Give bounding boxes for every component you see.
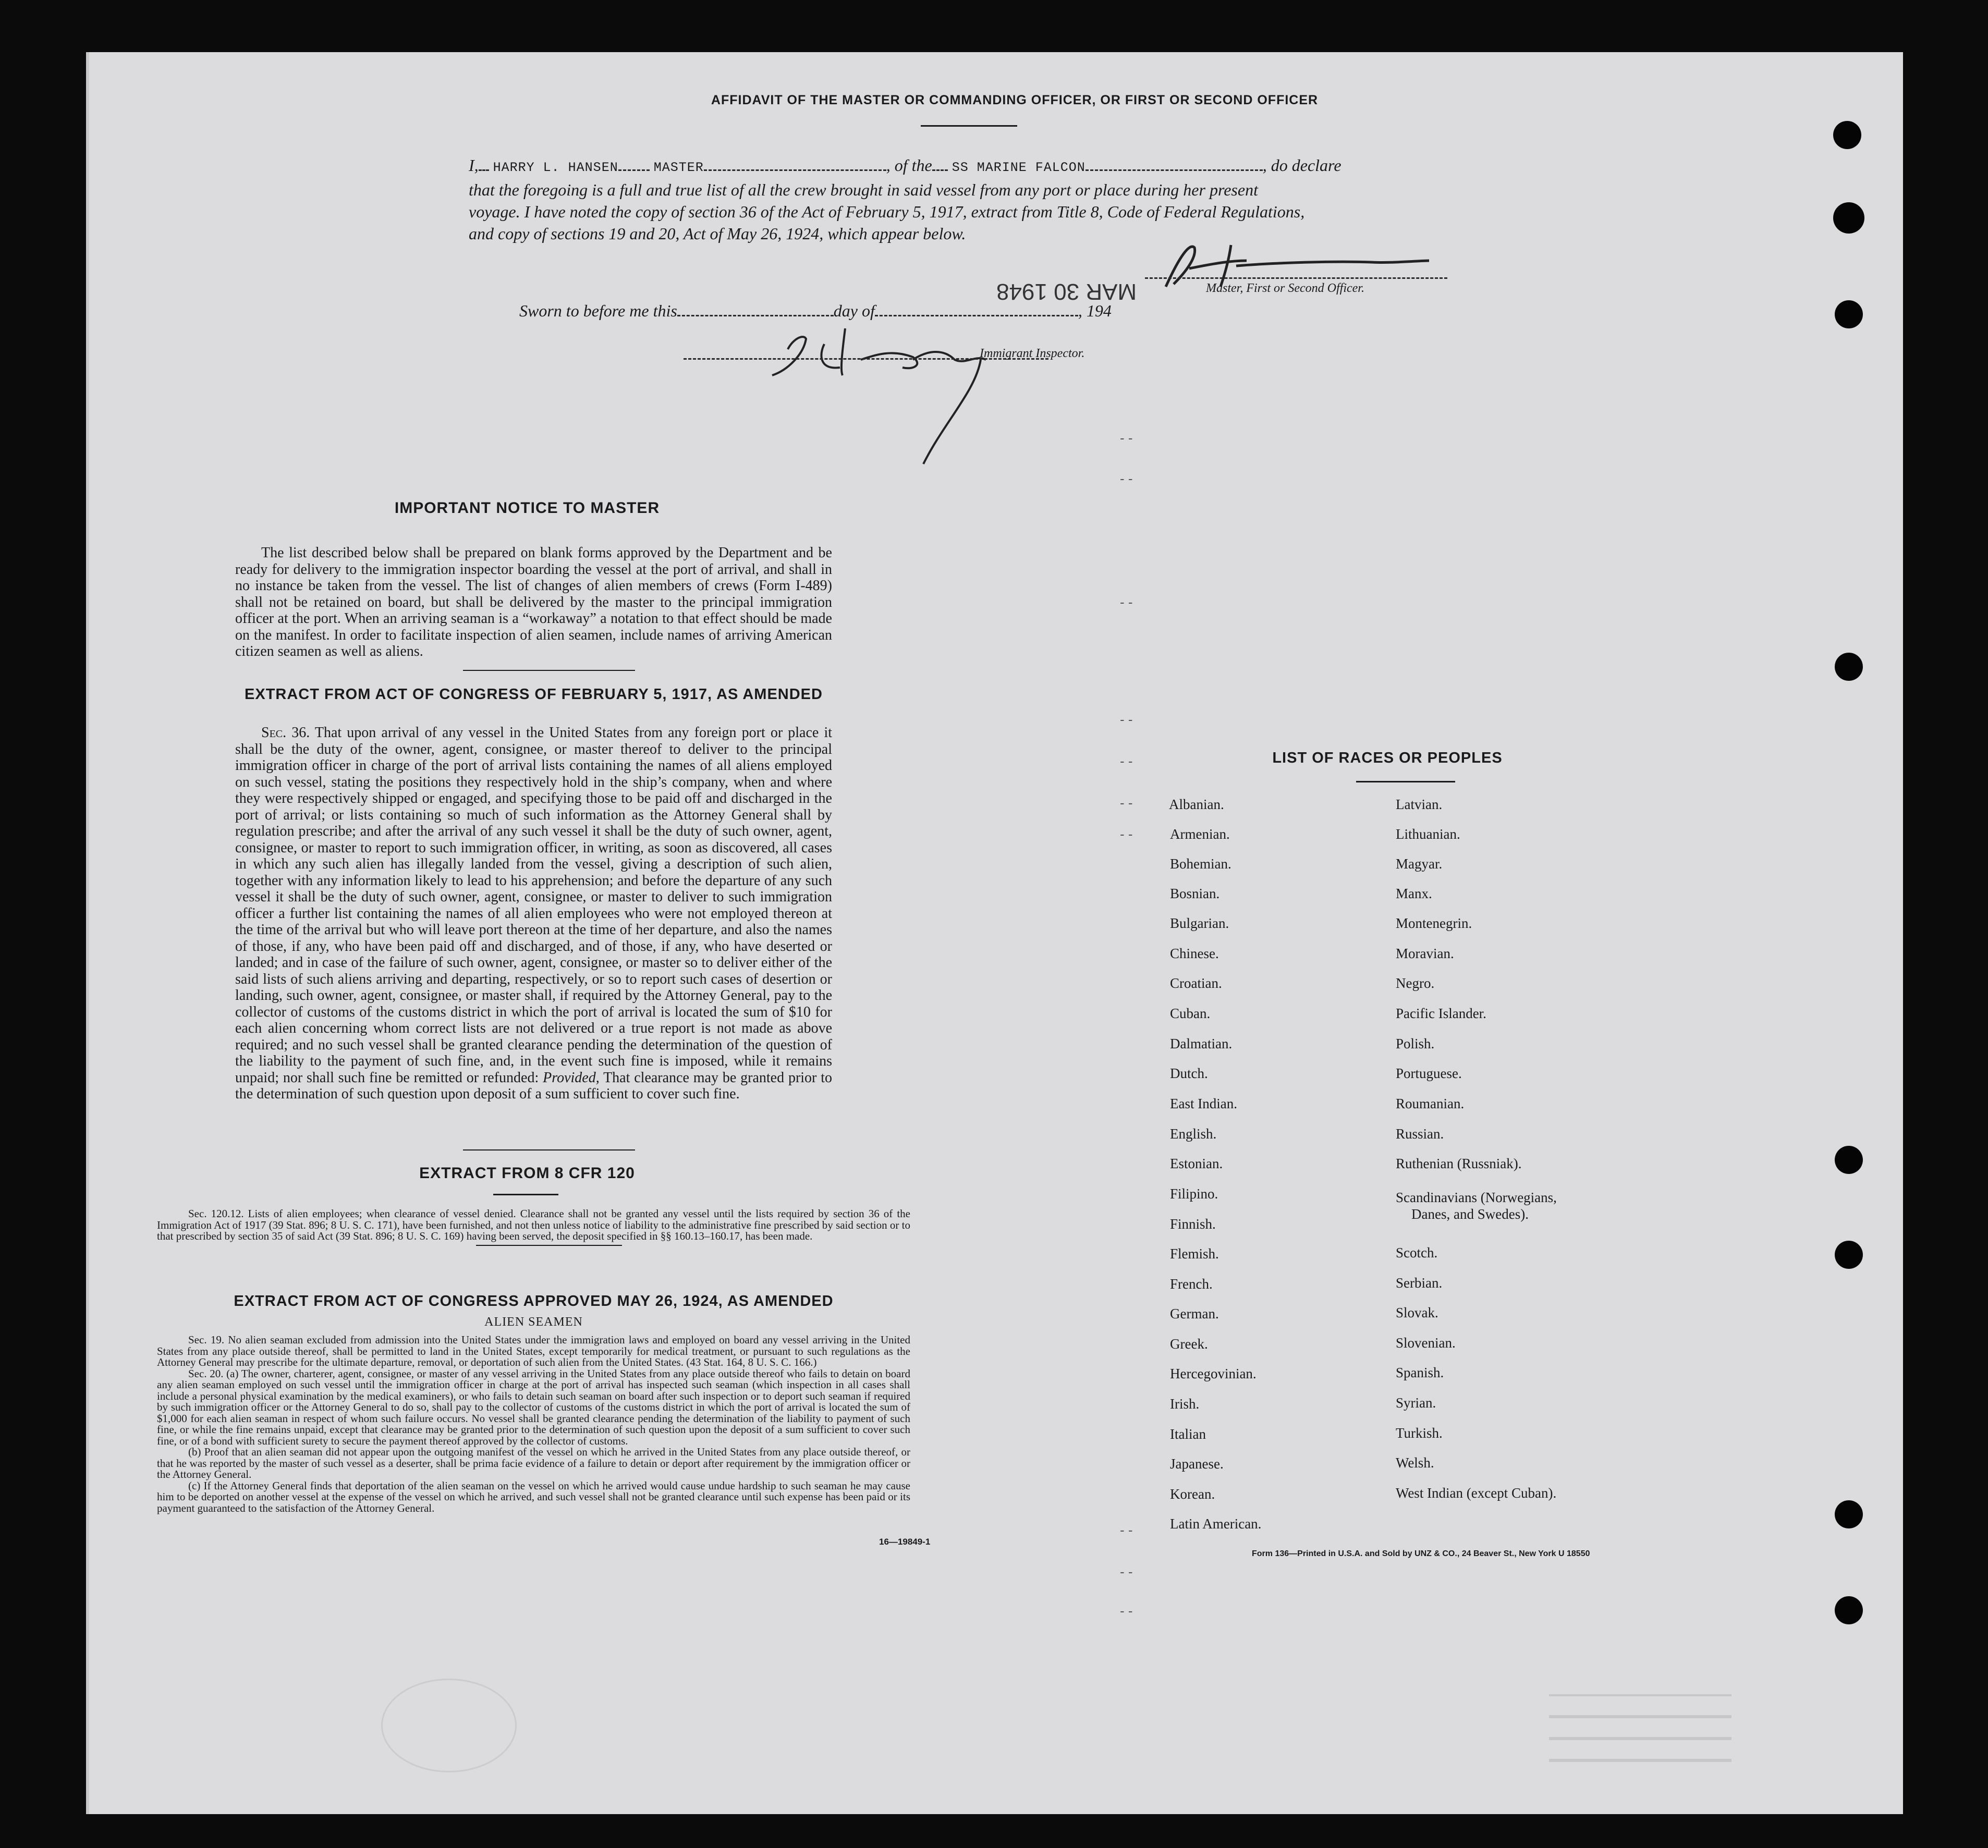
- extract-1924-text: [157, 1335, 910, 1514]
- punch-hole: [1835, 1146, 1863, 1174]
- race-item: Scotch.: [1396, 1245, 1438, 1260]
- print-code: 16—19849-1: [879, 1537, 931, 1547]
- sec-19-text: Sec. 19. No alien seaman excluded from admission into the United States under the immigration laws and employed on board any vessel arriving in the United States from any place outside thereof, shall be permitted to land in the United States, except temporarily for medical treatment, or pursuant to such regulations as the Attorney General may prescribe for the ultimate departure, removal, or deportation of such alien from the United States. (43 Stat. 164, 8 U. S. C. 166.): [157, 1333, 910, 1368]
- alien-seamen-subtitle: ALIEN SEAMEN: [484, 1315, 583, 1329]
- extract-1924-title: EXTRACT FROM ACT OF CONGRESS APPROVED MAY 26, 1924, AS AMENDED: [234, 1293, 834, 1309]
- race-item: Polish.: [1396, 1036, 1435, 1051]
- race-item: Italian: [1170, 1426, 1206, 1442]
- sec-36-text-b: That clearance may be granted prior to the determination of such question upon deposit of a sum sufficient to cover such fine.: [235, 1069, 833, 1102]
- extract-1917-text: [235, 725, 832, 1103]
- sworn-label: Sworn to before me this: [519, 301, 677, 320]
- race-item: Syrian.: [1396, 1395, 1436, 1411]
- race-item: French.: [1170, 1276, 1213, 1292]
- blank-line: [677, 313, 834, 316]
- race-item: Estonian.: [1170, 1156, 1223, 1171]
- race-item: Scandinavians (Norwegians,: [1396, 1190, 1557, 1205]
- officer-rank: MASTER: [653, 160, 704, 175]
- cfr-title: EXTRACT FROM 8 CFR 120: [419, 1165, 635, 1182]
- race-item: Japanese.: [1170, 1456, 1224, 1472]
- year-label: , 194: [1078, 301, 1112, 320]
- punch-hole: [1835, 300, 1863, 328]
- punch-hole: [1835, 1596, 1863, 1624]
- blank-line: [875, 313, 1078, 316]
- punch-hole: [1833, 202, 1864, 234]
- race-item: Ruthenian (Russniak).: [1396, 1156, 1522, 1171]
- sec-36-text-a: That upon arrival of any vessel in the United States from any foreign port or place it shall be the duty of the owner, agent, consignee, or master thereof to deliver to the principal immigration officer in charge of the port of arrival lists containing the names of all aliens employed on such vessel, stating the positions they respectively hold in the ship’s company, when and where they were respectively shipped or engaged, and specifying those to be paid off and discharged in the port of arrival; or lists containing so much of such information as the Attorney General shall by regulation prescribe; and after the arrival of any such vessel it shall be the duty of such owner, agent, consignee, or master to report to such immigration officer, in writing, as soon as discovered, all cases in which any such alien has illegally landed from the vessel, giving a description of such alien, together with any information likely to lead to his apprehension; and before the departure of any such vessel it shall be the duty of such owner, agent, consignee, or master to deliver to such immigration officer a further list containing the names of all alien employees who were not employed thereon at the time of the arrival but who will leave port thereon at the time of her departure, and also the names of those, if any, who have been paid off and discharged, and of those, if any, who have deserted or landed; and in case of the failure of such owner, agent, consignee, or master so to deliver either of the said lists of such aliens arriving and departing, respectively, or so to report such cases of desertion or landing, such owner, agent, consignee, or master shall, if required by the Attorney General, pay to the collector of customs of the customs district in which the port of arrival is located the sum of $10 for each alien concerning whom correct lists are not delivered or a true report is not made as above required; and no such vessel shall be granted clearance pending the determination of the question of the liability to the payment of such fine, and, in the event such fine is imposed, while it remains unpaid; nor shall such fine be remitted or refunded:: [235, 725, 832, 1086]
- divider: [463, 670, 635, 671]
- race-item: Dalmatian.: [1170, 1036, 1233, 1051]
- race-item: Manx.: [1396, 886, 1432, 901]
- race-item: Danes, and Swedes).: [1411, 1206, 1529, 1222]
- race-item: Bohemian.: [1170, 856, 1231, 872]
- punch-hole: [1835, 1241, 1863, 1269]
- race-item: Roumanian.: [1396, 1096, 1465, 1111]
- punch-hole: [1835, 1500, 1863, 1528]
- race-item: Lithuanian.: [1396, 826, 1460, 842]
- race-item: Moravian.: [1396, 946, 1454, 961]
- race-item: Flemish.: [1170, 1246, 1219, 1262]
- race-item: Hercegovinian.: [1170, 1366, 1257, 1381]
- extract-1917-title: EXTRACT FROM ACT OF CONGRESS OF FEBRUARY 5, 1917, AS AMENDED: [245, 686, 823, 703]
- affidavit-declaration: [469, 154, 1559, 244]
- race-item: Spanish.: [1396, 1365, 1444, 1380]
- pronoun: I,: [469, 156, 479, 175]
- blank-line: [704, 168, 886, 171]
- race-item: Welsh.: [1396, 1455, 1434, 1471]
- blank-line: [1086, 168, 1263, 171]
- race-item: West Indian (except Cuban).: [1396, 1485, 1557, 1501]
- race-item: Montenegrin.: [1396, 915, 1472, 931]
- affidavit-line2: that the foregoing is a full and true list of all the crew brought in said vessel from any port or place during her present: [469, 180, 1258, 199]
- divider: [921, 125, 1017, 127]
- officer-name: HARRY L. HANSEN: [493, 160, 618, 175]
- blank-line: [618, 168, 650, 171]
- date-stamp-text: MAR 30 1948: [996, 279, 1137, 304]
- master-caption: Master, First or Second Officer.: [1206, 282, 1364, 295]
- race-item: Russian.: [1396, 1126, 1444, 1142]
- vessel-name: SS MARINE FALCON: [952, 160, 1086, 175]
- race-item: Slovak.: [1396, 1305, 1438, 1320]
- race-item: Turkish.: [1396, 1425, 1443, 1441]
- form-note: Form 136—Printed in U.S.A. and Sold by UNZ & CO., 24 Beaver St., New York U 18550: [1252, 1549, 1590, 1558]
- divider: [476, 1245, 622, 1246]
- divider: [493, 1194, 558, 1195]
- sec-20b-text: (b) Proof that an alien seaman did not appear upon the outgoing manifest of the vessel on which he arrived in the United States from any place outside thereof, or that he was reported by the master of such vessel as a deserter, shall be prima facie evidence of a failure to detain or deport after requirement by the immigration officer or the Attorney General.: [157, 1446, 910, 1480]
- race-item: German.: [1170, 1306, 1219, 1321]
- race-item: Bosnian.: [1170, 886, 1220, 901]
- sec-20a-text: Sec. 20. (a) The owner, charterer, agent, consignee, or master of any vessel arriving in the United States from any place outside thereof who fails to detain on board any alien seaman employed on such vessel until the immigration officer in charge at the port of arrival has inspected such seaman (which inspection in all cases shall include a personal physical examination by the medical examiners), or who fails to detain such seaman on board after such inspection or to deport such seaman if required by such immigration officer or the Attorney General to do so, shall pay to the collector of customs of the customs district in which the port of arrival is located the sum of $1,000 for each alien seaman in respect of whom such failure occurs. No vessel shall be granted clearance pending the determination of the liability to payment of such fine, or while the fine remains unpaid, except that clearance may be granted prior to the determination of such question upon the deposit of a sum sufficient to cover such fine, or of a bond with sufficient surety to secure the payment thereof approved by the collector of customs.: [157, 1367, 910, 1447]
- race-item: Dutch.: [1170, 1066, 1208, 1081]
- race-item: Filipino.: [1170, 1186, 1218, 1202]
- race-item: Irish.: [1170, 1396, 1200, 1412]
- sec-20c-text: (c) If the Attorney General finds that deportation of the alien seaman on the vessel on which he arrived would cause undue hardship to such seaman he may cause him to be deported on another vessel at the expense of the vessel on which he arrived, and such vessel shall not be granted clearance until such expense has been paid or its payment guaranteed to the satisfaction of the Attorney General.: [157, 1479, 910, 1514]
- divider: [463, 1149, 635, 1151]
- divider: [1356, 781, 1455, 782]
- affidavit-line1: [469, 154, 1559, 179]
- races-title: LIST OF RACES OR PEOPLES: [1272, 750, 1503, 766]
- document-page: AFFIDAVIT OF THE MASTER OR COMMANDING OFFICER, OR FIRST OR SECOND OFFICER I, HARRY L. HANSEN MASTER , of the SS MARINE FALCON , do declare that the foregoing is a full and true list of all the crew brought in said vessel from any port or place during her present voyage. I have noted the copy of section 36 of the Act of February 5, 1917, extract from Title 8, Code of Federal Regulations, and copy of sections 19 and 20, Act of May 26, 1924, which appear below. Master, First or Second Officer. Sworn to before me this day of , 194 MAR 30 1948 Immigrant Inspector. - - - - - - - - - - - - - - - - - - - - IMPORTANT NOTICE TO MASTER The list described below shall be prepared on blank forms approved by the Department and be ready for delivery to the immigration inspector boarding the vessel at the port of arrival, and shall in no instance be taken from the vessel. The list of changes of alien members of crews (Form I-489) shall not be retained on board, but shall be delivered by the master to the principal immigration officer at the port. When an arriving seaman is a “workaway” a notation to that effect should be made on the manifest. In order to facilitate inspection of alien seamen, include names of arriving American citizen seamen as well as aliens. EXTRACT FROM ACT OF CONGRESS OF FEBRUARY 5, 1917, AS AMENDED Sec. 36. That upon arrival of any vessel in the United States from any foreign port or place it shall be the duty of the owner, agent, consignee, or master thereof to deliver to the principal immigration officer in charge of the port of arrival lists containing the names of all aliens employed on such vessel, stating the positions they respectively hold in the ship’s company, when and where they were respectively shipped or engaged, and specifying those to be paid off and discharged in the port of arrival; or lists containing so much of such information as the Attorney General shall by regulation prescribe; and after the arrival of any such vessel it shall be the duty of such owner, agent, consignee, or master to report to such immigration officer, in writing, as soon as discovered, all cases in which any such alien has illegally landed from the vessel, giving a description of such alien, together with any information likely to lead to his apprehension; and before the departure of any such vessel it shall be the duty of such owner, agent, consignee, or master to deliver to such immigration officer a further list containing the names of all alien employees who were not employed thereon at the time of the arrival but who will leave port thereon at the time of her departure, and also the names of those, if any, who have been paid off and discharged, and of those, if any, who have deserted or landed; and in case of the failure of such owner, agent, consignee, or master so to deliver either of the said lists of such aliens arriving and departing, respectively, or so to report such cases of desertion or landing, such owner, agent, consignee, or master shall, if required by the Attorney General, pay to the collector of customs of the customs district in which the port of arrival is located the sum of $10 for each alien concerning whom correct lists are not delivered or a true report is not made as above required; and no such vessel shall be granted clearance pending the determination of the question of the liability to the payment of such fine, and, in the event such fine is imposed, while it remains unpaid; nor shall such fine be remitted or refunded: Provided, That clearance may be granted prior to the determination of such question upon deposit of a sum sufficient to cover such fine. EXTRACT FROM 8 CFR 120 Sec. 120.12. Lists of alien employees; when clearance of vessel denied. Clearance shall not be granted any vessel until the lists required by section 36 of the Immigration Act of 1917 (39 Stat. 896; 8 U. S. C. 171), have been furnished, and not then unless notice of liability to the administrative fine prescribed by said section or to that prescribed by section 35 of said Act (39 Stat. 896; 8 U. S. C. 169) having been served, the deposit specified in §§ 160.13–160.17, has been made. EXTRACT FROM ACT OF CONGRESS APPROVED MAY 26, 1924, AS AMENDED ALIEN SEAMEN Sec. 19. No alien seaman excluded from admission into the United States under the immigration laws and employed on board any vessel arriving in the United States from any place outside thereof, shall be permitted to land in the United States, except temporarily for medical treatment, or pursuant to such regulations as the Attorney General may prescribe for the ultimate departure, removal, or deportation of such alien from the United States. (43 Stat. 164, 8 U. S. C. 166.) Sec. 20. (a) The owner, charterer, agent, consignee, or master of any vessel arriving in the United States from any place outside thereof who fails to detain on board any alien seaman employed on such vessel until the immigration officer in charge at the port of arrival has inspected such seaman (which inspection in all cases shall include a personal physical examination by the medical examiners), or who fails to detain such seaman on board after such inspection or to deport such seaman if required by such immigration officer or the Attorney General to do so, shall pay to the collector of customs of the customs district in which the port of arrival is located the sum of $1,000 for each alien seaman in respect of whom such failure occurs. No vessel shall be granted clearance pending the determination of the liability to payment of such fine, or while the fine remains unpaid, except that clearance may be granted prior to the determination of such question upon the deposit of a sum sufficient to cover such fine, or of a bond with sufficient surety to secure the payment thereof approved by the collector of customs. (b) Proof that an alien seaman did not appear upon the outgoing manifest of the vessel on which he arrived in the United States from any place outside thereof, or that he was reported by the master of such vessel as a deserter, shall be prima facie evidence of a failure to detain or deport after requirement by the immigration officer or the Attorney General. (c) If the Attorney General finds that deportation of the alien seaman on the vessel on which he arrived would cause undue hardship to such seaman he may cause him to be deported on another vessel at the expense of the vessel on which he arrived, and such vessel shall not be granted clearance until such expense has been paid or its payment guaranteed to the satisfaction of the Attorney General. 16—19849-1 LIST OF RACES OR PEOPLES Albanian. Armenian. Bohemian. Bosnian. Bulgarian. Chinese. Croatian. Cuban. Dalmatian. Dutch. East Indian. English. Estonian. Filipino. Finnish. Flemish. French. German. Greek. Hercegovinian. Irish. Italian Japanese. Korean. Latin American. Latvian. Lithuanian. Magyar. Manx. Montenegrin. Moravian. Negro. Pacific Islander. Polish. Portuguese. Roumanian. Russian. Ruthenian (Russniak). Scandinavians (Norwegians, Danes, and Swedes). Scotch. Serbian. Slovak. Slovenian. Spanish. Syrian. Turkish. Welsh. West Indian (except Cuban). Form 136—Printed in U.S.A. and Sold by UNZ & CO., 24 Beaver St., New York U 18550: [86, 52, 1903, 1814]
- race-item: Finnish.: [1170, 1216, 1216, 1232]
- race-item: Greek.: [1170, 1336, 1208, 1352]
- punch-hole: [1835, 653, 1863, 681]
- do-declare-label: , do declare: [1262, 156, 1341, 175]
- inspector-caption: Immigrant Inspector.: [980, 347, 1085, 360]
- race-item: Chinese.: [1170, 946, 1219, 961]
- master-signature-line: [1145, 277, 1447, 279]
- race-item: Latin American.: [1170, 1516, 1262, 1532]
- race-item: Pacific Islander.: [1396, 1006, 1486, 1021]
- of-the-label: , of the: [886, 156, 932, 175]
- race-item: Serbian.: [1396, 1275, 1443, 1291]
- race-item: Magyar.: [1396, 856, 1443, 872]
- date-stamp: [996, 278, 1137, 304]
- race-item: Slovenian.: [1396, 1335, 1456, 1351]
- affidavit-line4: and copy of sections 19 and 20, Act of May 26, 1924, which appear below.: [469, 224, 966, 243]
- faint-seal: [381, 1679, 517, 1772]
- race-item: Bulgarian.: [1170, 915, 1229, 931]
- punch-hole: [1833, 121, 1861, 149]
- notice-title: IMPORTANT NOTICE TO MASTER: [394, 499, 660, 517]
- blank-line: [479, 168, 489, 171]
- race-item: East Indian.: [1170, 1096, 1237, 1111]
- race-item: Albanian.: [1169, 797, 1224, 812]
- affidavit-line3: voyage. I have noted the copy of section 36 of the Act of February 5, 1917, extract from Title 8, Code of Federal Regulations,: [469, 202, 1305, 221]
- provided-word: Provided,: [543, 1069, 600, 1086]
- sec-label: Sec. 36.: [261, 725, 310, 741]
- cfr-text: Sec. 120.12. Lists of alien employees; when clearance of vessel denied. Clearance shall not be granted any vessel until the lists required by section 36 of the Immigration Act of 1917 (39 Stat. 896; 8 U. S. C. 171), have been furnished, and not then unless notice of liability to the administrative fine prescribed by said section or to that prescribed by section 35 of said Act (39 Stat. 896; 8 U. S. C. 169) having been served, the deposit specified in §§ 160.13–160.17, has been made.: [157, 1207, 910, 1242]
- faint-bleedthrough: [1549, 1694, 1731, 1762]
- day-of-label: day of: [833, 301, 875, 320]
- race-item: Portuguese.: [1396, 1066, 1462, 1081]
- race-item: English.: [1170, 1126, 1217, 1142]
- inspector-signature: [757, 318, 1038, 474]
- notice-text: The list described below shall be prepared on blank forms approved by the Department and be ready for delivery to the immigration inspector boarding the vessel at the port of arrival, and shall in no instance be taken from the vessel. The list of changes of alien members of crews (Form I-489) shall not be retained on board, but shall be delivered by the master to the principal immigration officer at the port. When an arriving seaman is a “workaway” a notation to that effect should be made on the manifest. In order to facilitate inspection of alien seamen, include names of arriving American citizen seamen as well as aliens.: [235, 545, 832, 659]
- race-item: Latvian.: [1396, 797, 1443, 812]
- race-item: Armenian.: [1170, 826, 1230, 842]
- race-item: Negro.: [1396, 975, 1435, 991]
- race-item: Korean.: [1170, 1486, 1215, 1502]
- race-item: Cuban.: [1170, 1006, 1211, 1021]
- blank-line: [932, 168, 948, 171]
- race-item: Croatian.: [1170, 975, 1222, 991]
- affidavit-title: AFFIDAVIT OF THE MASTER OR COMMANDING OFFICER, OR FIRST OR SECOND OFFICER: [711, 93, 1319, 107]
